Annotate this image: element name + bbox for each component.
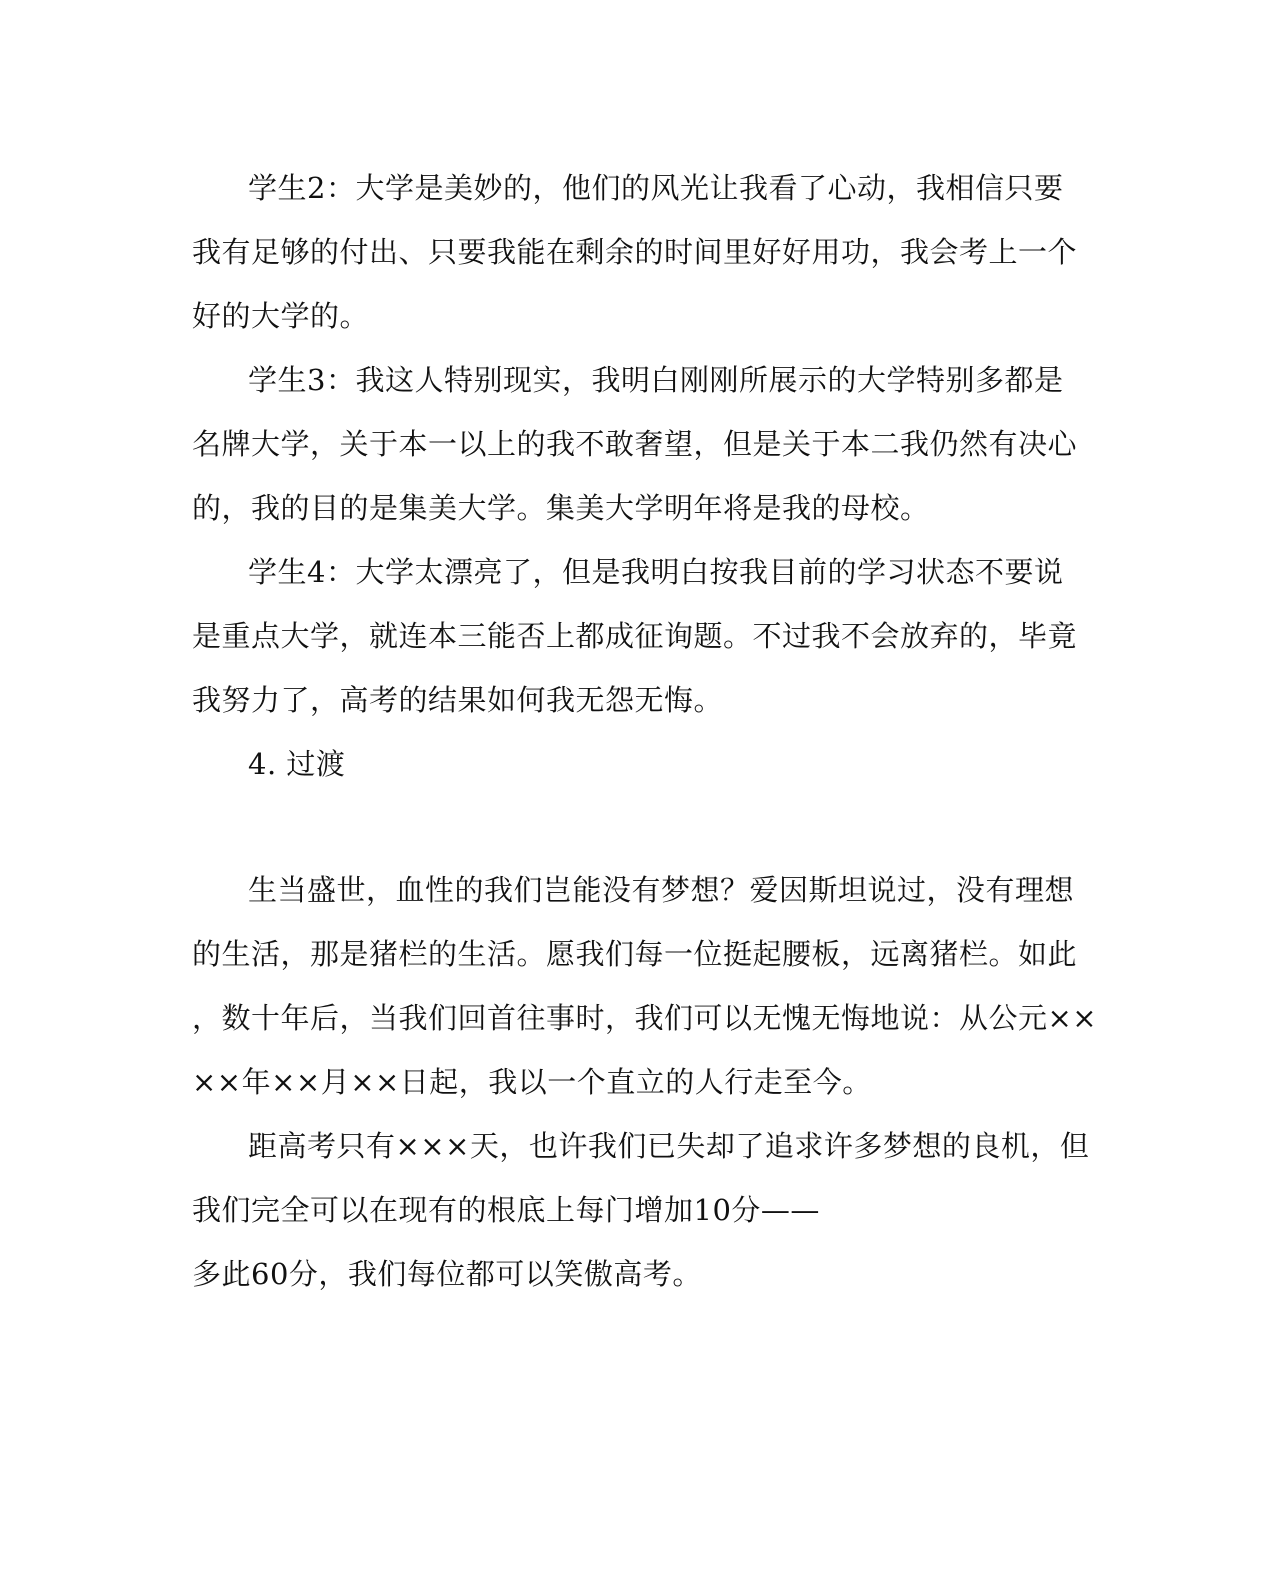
paragraph-line: ，数十年后，当我们回首往事时，我们可以无愧无悔地说：从公元×× [192,1001,1098,1035]
paragraph-line: 好的大学的。 [192,299,370,333]
paragraph-line: ××年××月××日起，我以一个直立的人行走至今。 [192,1065,872,1099]
paragraph-line: 学生4：大学太漂亮了，但是我明白按我目前的学习状态不要说 [248,555,1064,589]
section-heading: 4. 过渡 [248,747,346,781]
paragraph-line: 我努力了，高考的结果如何我无怨无悔。 [192,683,724,717]
paragraph-line: 距高考只有×××天，也许我们已失却了追求许多梦想的良机，但 [248,1129,1090,1163]
paragraph-line: 学生2：大学是美妙的，他们的风光让我看了心动，我相信只要 [248,171,1064,205]
paragraph-line: 是重点大学，就连本三能否上都成征询题。不过我不会放弃的，毕竟 [192,619,1078,653]
paragraph-line: 的生活，那是猪栏的生活。愿我们每一位挺起腰板，远离猪栏。如此 [192,937,1078,971]
paragraph-line: 名牌大学，关于本一以上的我不敢奢望，但是关于本二我仍然有决心 [192,427,1078,461]
paragraph-line: 的，我的目的是集美大学。集美大学明年将是我的母校。 [192,491,930,525]
paragraph-line: 我们完全可以在现有的根底上每门增加10分—— [192,1193,820,1227]
paragraph-line: 学生3：我这人特别现实，我明白刚刚所展示的大学特别多都是 [248,363,1064,397]
paragraph-line: 我有足够的付出、只要我能在剩余的时间里好好用功，我会考上一个 [192,235,1078,269]
paragraph-line: 多此60分，我们每位都可以笑傲高考。 [192,1257,702,1291]
paragraph-line: 生当盛世，血性的我们岂能没有梦想？爱因斯坦说过，没有理想 [248,873,1075,907]
